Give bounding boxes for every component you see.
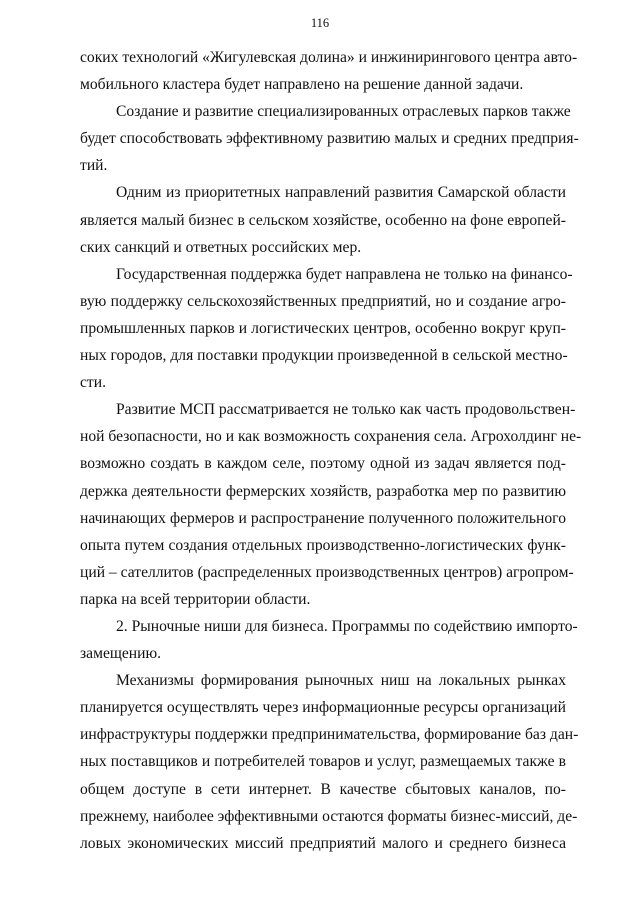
text-line: замещению. [80, 645, 162, 663]
text-line: начинающих фермеров и распространение полученного положительного [80, 509, 566, 527]
text-line: 2. Рыночные ниши для бизнеса. Программы по содействию импорто- [116, 617, 578, 635]
page-number: 116 [310, 16, 330, 30]
text-line: ной безопасности, но и как возможность сохранения села. Агрохолдинг не- [80, 428, 582, 446]
paragraph [80, 98, 579, 179]
text-line: общем доступе в сети интернет. В качестве сбытовых каналов, по- [80, 780, 566, 798]
paragraph [80, 261, 573, 396]
text-line: ловых экономических миссий предприятий малого и среднего бизнеса [80, 834, 566, 852]
text-line: ских санкций и ответных российских мер. [80, 238, 362, 256]
text-line: Создание и развитие специализированных отраслевых парков также [116, 103, 571, 121]
text-line: вую поддержку сельскохозяйственных предприятий, но и создание агро- [80, 292, 566, 310]
paragraph [80, 613, 578, 667]
text-line: парка на всей территории области. [80, 590, 311, 608]
text-line: Государственная поддержка будет направлена не только на финансо- [116, 265, 573, 283]
paragraph [80, 396, 582, 613]
text-line: Механизмы формирования рыночных ниш на локальных рынках [116, 672, 566, 690]
text-line: прежнему, наиболее эффективными остаются форматы бизнес-миссий, де- [80, 807, 578, 825]
text-line: Одним из приоритетных направлений развития Самарской области [116, 184, 566, 202]
text-line: ных городов, для поставки продукции произведенной в сельской местно- [80, 347, 568, 365]
text-line: является малый бизнес в сельском хозяйстве, особенно на фоне европей- [80, 211, 566, 229]
text-line: Развитие МСП рассматривается не только как часть продовольствен- [116, 401, 576, 419]
text-line: тий. [80, 157, 108, 175]
text-line: возможно создать в каждом селе, поэтому одной из задач является под- [80, 455, 566, 473]
text-line: мобильного кластера будет направлено на решение данной задачи. [80, 76, 524, 94]
text-line: держка деятельности фермерских хозяйств, разработка мер по развитию [80, 482, 566, 500]
paragraph [80, 44, 578, 98]
text-line: планируется осуществлять через информационные ресурсы организаций [80, 699, 566, 717]
text-line: инфраструктуры поддержки предпринимательства, формирование баз дан- [80, 726, 579, 744]
text-line: опыта путем создания отдельных производственно-логистических функ- [80, 536, 566, 554]
paragraph [80, 667, 579, 857]
text-line: ных поставщиков и потребителей товаров и услуг, размещаемых также в [80, 753, 566, 771]
paragraph [80, 179, 566, 260]
text-line: будет способствовать эффективному развитию малых и средних предприя- [80, 130, 579, 148]
text-line: промышленных парков и логистических центров, особенно вокруг круп- [80, 319, 566, 337]
text-line: соких технологий «Жигулевская долина» и инжинирингового центра авто- [80, 49, 578, 66]
text-line: сти. [80, 374, 106, 392]
document-body [80, 44, 582, 857]
text-line: ций – сателлитов (распределенных производственных центров) агропром- [80, 563, 574, 581]
